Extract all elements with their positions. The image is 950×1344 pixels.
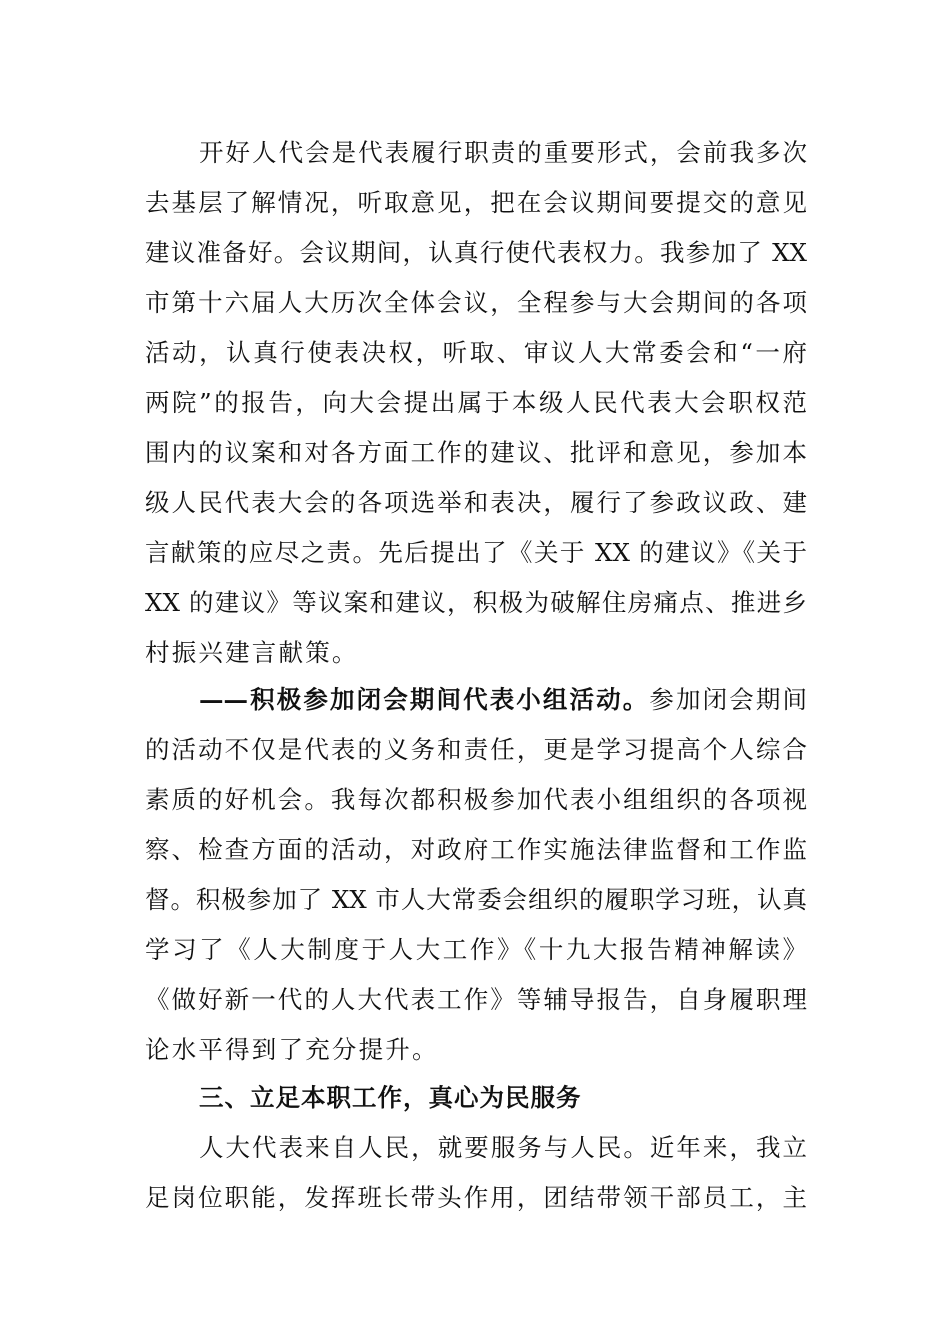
text-line: 论水平得到了充分提升。 [145, 1035, 439, 1064]
text-line: 市第十六届人大历次全体会议，全程参与大会期间的各项 [145, 288, 807, 317]
text-line: 人大代表来自人民，就要服务与人民。近年来，我立 [199, 1133, 807, 1162]
text-line: XX 的建议》等议案和建议，积极为破解住房痛点、推进乡 [145, 588, 807, 617]
text-line: 村振兴建言献策。 [145, 638, 359, 667]
text-line: 开好人代会是代表履行职责的重要形式，会前我多次 [199, 138, 807, 167]
section-heading-block [145, 1073, 807, 1123]
text-line: 《做好新一代的人大代表工作》等辅导报告，自身履职理 [145, 985, 807, 1014]
text-line [145, 675, 807, 725]
text-line: 去基层了解情况，听取意见，把在会议期间要提交的意见 [145, 188, 807, 217]
text-line: 的活动不仅是代表的义务和责任，更是学习提高个人综合 [145, 735, 807, 764]
lead-line-rest: 参加闭会期间 [649, 685, 808, 714]
text-line: 级人民代表大会的各项选举和表决，履行了参政议政、建 [145, 488, 807, 517]
paragraph-group-activities [145, 675, 807, 1075]
paragraph-meeting-duties [145, 128, 807, 678]
text-line: 察、检查方面的活动，对政府工作实施法律监督和工作监 [145, 835, 807, 864]
bold-lead-phrase: ——积极参加闭会期间代表小组活动。 [199, 685, 650, 714]
text-line: 建议准备好。会议期间，认真行使代表权力。我参加了 XX [145, 238, 807, 267]
text-line: 活动，认真行使表决权，听取、审议人大常委会和“一府 [145, 338, 807, 367]
text-line: 围内的议案和对各方面工作的建议、批评和意见，参加本 [145, 438, 807, 467]
section-heading: 三、立足本职工作，真心为民服务 [199, 1083, 582, 1112]
text-line: 言献策的应尽之责。先后提出了《关于 XX 的建议》《关于 [145, 538, 807, 567]
text-line: 足岗位职能，发挥班长带头作用，团结带领干部员工，主 [145, 1183, 807, 1212]
text-line: 两院”的报告，向大会提出属于本级人民代表大会职权范 [145, 388, 807, 417]
text-line: 督。积极参加了 XX 市人大常委会组织的履职学习班，认真 [145, 885, 807, 914]
text-line: 素质的好机会。我每次都积极参加代表小组组织的各项视 [145, 785, 807, 814]
paragraph-serve-people [145, 1123, 807, 1223]
text-line: 学习了《人大制度于人大工作》《十九大报告精神解读》 [145, 935, 807, 964]
